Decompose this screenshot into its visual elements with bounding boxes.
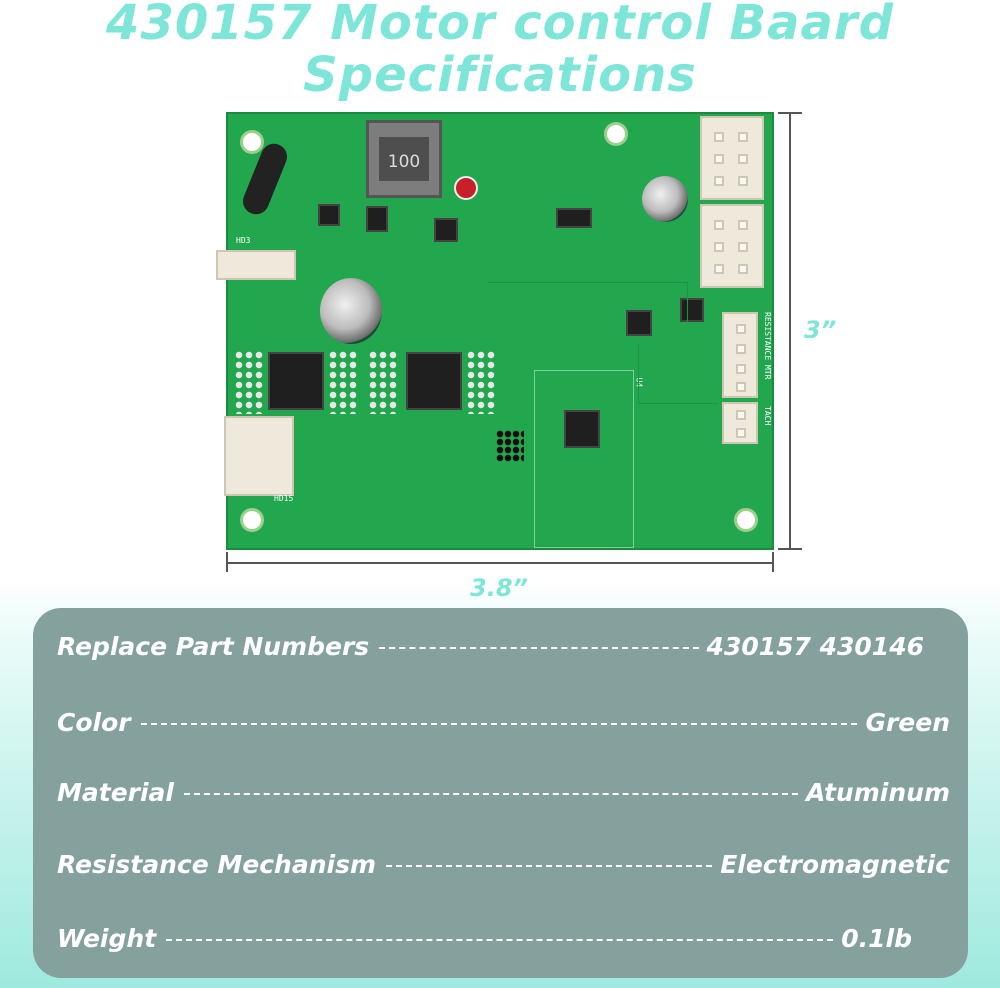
height-tick-bottom — [778, 548, 802, 550]
module-outline — [534, 370, 634, 548]
via-pads — [234, 350, 264, 414]
height-dimension-line — [789, 112, 791, 550]
spec-value: 0.1lb — [841, 923, 912, 953]
spec-row-material — [57, 772, 950, 812]
connector-top-right-1 — [700, 116, 764, 200]
dashed-leader — [386, 865, 712, 867]
height-tick-top — [778, 112, 802, 114]
spec-value: Electromagnetic — [720, 849, 950, 879]
width-tick-right — [772, 552, 774, 572]
via-pads — [328, 350, 358, 414]
mosfet-left — [268, 352, 324, 410]
width-dimension-line — [226, 562, 774, 564]
spec-panel — [33, 608, 968, 978]
width-tick-left — [226, 552, 228, 572]
dashed-leader — [166, 939, 833, 941]
spec-label: Replace Part Numbers — [57, 631, 370, 661]
trace — [638, 344, 718, 404]
spec-row-part-numbers — [57, 626, 950, 666]
dashed-leader — [379, 647, 698, 649]
spec-row-weight — [57, 918, 950, 958]
mount-hole — [604, 122, 628, 146]
connector-hd15 — [224, 416, 294, 496]
title-line-1: 430157 Motor control Baard — [106, 0, 894, 51]
red-capacitor — [454, 176, 478, 200]
capacitor-top — [642, 176, 688, 222]
connector-hd3 — [216, 250, 296, 280]
motor-control-board-image — [226, 112, 774, 550]
label-hd3: HD3 — [236, 236, 251, 245]
mount-hole — [734, 508, 758, 532]
via-pads — [368, 350, 398, 414]
connector-top-right-2 — [700, 204, 764, 288]
spec-value: Green — [865, 707, 950, 737]
label-hd15: HD15 — [274, 494, 294, 503]
inductor — [366, 120, 442, 198]
chip — [366, 206, 388, 232]
spec-label: Weight — [57, 923, 157, 953]
spec-row-color — [57, 702, 950, 742]
dashed-leader — [141, 723, 858, 725]
mount-hole — [240, 130, 264, 154]
connector-resistance-mtr — [722, 312, 758, 398]
mosfet-right — [406, 352, 462, 410]
spec-value: 430157 430146 — [706, 631, 924, 661]
spec-value: Atuminum — [806, 777, 950, 807]
height-label: 3” — [804, 316, 837, 344]
chip — [434, 218, 458, 242]
dashed-leader — [184, 793, 798, 795]
header-pins — [496, 430, 524, 462]
trace — [488, 282, 688, 322]
capacitor-center — [320, 278, 382, 344]
chip — [556, 208, 592, 228]
spec-label: Resistance Mechanism — [57, 849, 377, 879]
mount-hole — [240, 508, 264, 532]
spec-label: Material — [57, 777, 174, 807]
title-line-2: Specifications — [303, 47, 697, 103]
connector-tach — [722, 402, 758, 444]
spec-label: Color — [57, 707, 131, 737]
label-tach: TACH — [763, 406, 772, 426]
chip — [318, 204, 340, 226]
label-u4: U4 — [634, 377, 644, 388]
spec-row-resistance — [57, 844, 950, 884]
via-pads — [466, 350, 496, 414]
width-label: 3.8” — [470, 574, 528, 602]
label-resistance-mtr: RESISTANCE MTR — [763, 312, 772, 380]
inductor-value: 100 — [379, 137, 429, 181]
